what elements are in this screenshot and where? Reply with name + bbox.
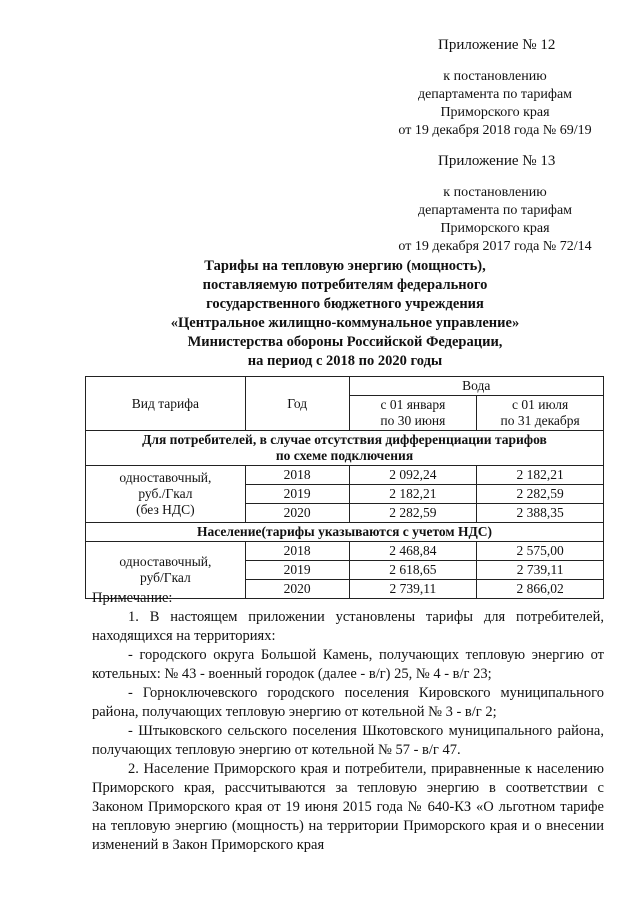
section-row [86,523,604,542]
note-paragraph: - Штыковского сельского поселения Шкотовского муниципального района, получающих тепловую энергию от котельной № 57 - в/г 47. [92,723,604,758]
cell-year: 2020 [245,580,349,599]
header-period-1-line: с 01 января [380,397,446,412]
header-tariff-type: Вид тарифа [86,377,246,431]
cell-year: 2018 [245,542,349,561]
note-paragraph: - Горноключевского городского поселения Кировского муниципального района, получающих тепловую энергию от котельной № 3 - в/г 2; [92,685,604,720]
cell-value: 2 866,02 [477,580,604,599]
cell-value: 2 092,24 [349,466,477,485]
document-heading [80,257,610,371]
note-paragraph: 1. В настоящем приложении установлены тарифы для потребителей, находящихся на территориях: [92,609,604,644]
cell-value: 2 739,11 [477,561,604,580]
appendix-12-title: Приложение № 12 [438,37,556,53]
table-header-row [86,377,604,396]
notes-section [92,589,604,855]
cell-value: 2 282,59 [477,485,604,504]
appendix-12-line: от 19 декабря 2018 года № 69/19 [398,123,592,138]
tariff-type-line: руб/Гкал [140,570,191,585]
table-row [86,466,604,485]
section-2-title: Население(тарифы указываются с учетом НДС) [86,523,604,542]
section-1-tariff-type [86,466,246,523]
header-year: Год [245,377,349,431]
cell-value: 2 388,35 [477,504,604,523]
appendix-12-block [380,36,610,140]
section-1-title [86,431,604,466]
tariff-type-line: руб./Гкал [138,486,193,501]
heading-line: поставляемую потребителям федерального [202,277,488,293]
heading-line: Министерства обороны Российской Федерации, [187,334,503,350]
tariff-table [85,376,604,599]
note-paragraph: - городского округа Большой Камень, получающих тепловую энергию от котельных: № 43 - военный городок (далее - в/г) 25, № 4 - в/г 23; [92,647,604,682]
heading-line: на период с 2018 по 2020 годы [247,353,443,369]
header-period-1 [349,396,477,431]
section-1-line: Для потребителей, в случае отсутствия дифференциации тарифов [142,432,547,447]
cell-year: 2019 [245,561,349,580]
appendix-13-line: департамента по тарифам [417,203,573,218]
cell-year: 2019 [245,485,349,504]
appendix-13-line: от 19 декабря 2017 года № 72/14 [398,239,592,254]
appendix-12-line: к постановлению [443,69,547,84]
cell-value: 2 282,59 [349,504,477,523]
appendix-13-line: к постановлению [443,185,547,200]
cell-year: 2020 [245,504,349,523]
cell-value: 2 468,84 [349,542,477,561]
cell-value: 2 575,00 [477,542,604,561]
header-period-2-line: по 31 декабря [500,413,580,428]
tariff-type-line: (без НДС) [136,502,195,517]
cell-year: 2018 [245,466,349,485]
heading-line: Тарифы на тепловую энергию (мощность), [204,258,486,274]
appendix-13-title: Приложение № 13 [438,153,556,169]
appendix-12-line: департамента по тарифам [417,87,573,102]
notes-title: Примечание: [92,590,173,606]
header-water: Вода [349,377,603,396]
appendix-13-line: Приморского края [440,221,550,236]
header-period-2 [477,396,604,431]
heading-line: «Центральное жилищно-коммунальное управление» [170,315,520,331]
heading-line: государственного бюджетного учреждения [206,296,484,312]
appendix-13-block [380,152,610,256]
table-row [86,542,604,561]
header-period-2-line: с 01 июля [512,397,569,412]
cell-value: 2 182,21 [349,485,477,504]
header-period-1-line: по 30 июня [380,413,446,428]
cell-value: 2 182,21 [477,466,604,485]
note-paragraph: 2. Население Приморского края и потребители, приравненные к населению Приморского края, рассчитываются за тепловую энергию в соответствии с Законом Приморского края от 19 июня 2015 года № 640-КЗ «О льготном тарифе на тепловую энергию (мощность) на территории Приморского края и о внесении изменений в Закон Приморского края [92,761,604,853]
section-1-line: по схеме подключения [275,448,414,463]
appendix-12-line: Приморского края [440,105,550,120]
tariff-type-line: одноставочный, [119,470,212,485]
cell-value: 2 739,11 [349,580,477,599]
tariff-type-line: одноставочный, [119,554,212,569]
cell-value: 2 618,65 [349,561,477,580]
section-row [86,431,604,466]
